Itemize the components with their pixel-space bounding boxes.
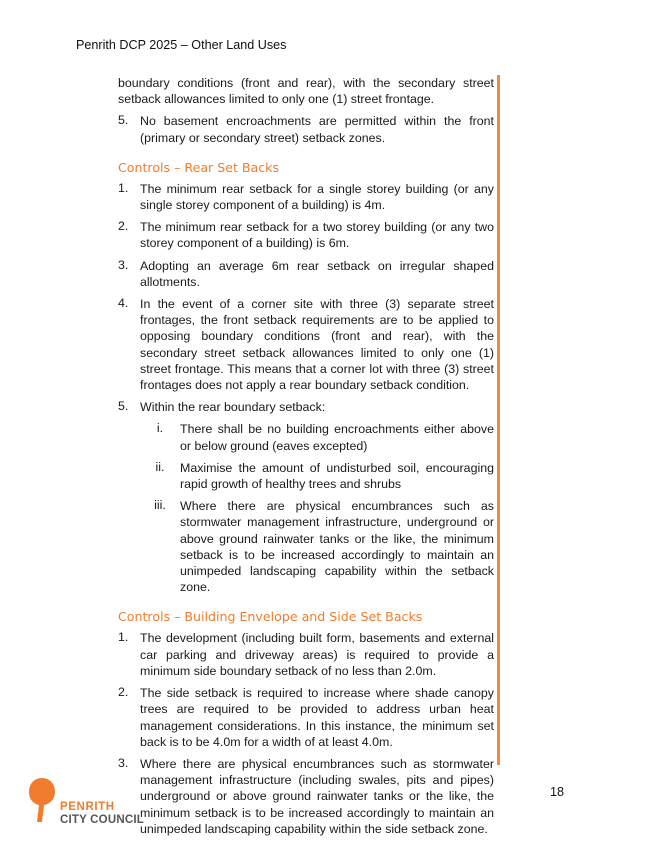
logo-mark-icon — [28, 777, 56, 823]
item-text: Adopting an average 6m rear setback on irregular shaped allotments. — [140, 258, 494, 289]
list-item — [118, 399, 494, 415]
penrith-council-logo — [28, 777, 144, 827]
item-number: 4. — [118, 296, 129, 311]
list-item — [118, 296, 494, 393]
page-number: 18 — [550, 785, 565, 799]
item-text: Where there are physical encumbrances such as stormwater management infrastructure (including swales, pits and pipes) underground or above ground rainwater tanks or the like, the minimum setback is to be increased accordingly to maintain an unimpeded landscaping capability within the side setback zone. — [140, 756, 494, 836]
sub-list-item — [118, 421, 494, 453]
sub-item-text: There shall be no building encroachments either above or below ground (eaves excepted) — [180, 422, 494, 453]
sub-item-number: ii. — [155, 459, 165, 474]
list-item — [118, 756, 494, 837]
page-header: Penrith DCP 2025 – Other Land Uses — [76, 38, 287, 52]
item-text: The development (including built form, basements and external car parking and driveway areas) is required to provide a minimum side boundary setback of no less than 2.0m. — [140, 631, 494, 678]
sub-item-text: Where there are physical encumbrances such as stormwater management infrastructure, underground or above ground rainwater tanks or the like, the minimum setback is to be increased accordingly to maintain an unimpeded landscaping capability within the setback zone. — [180, 499, 494, 595]
item-number: 3. — [118, 257, 129, 272]
sub-list-item — [118, 498, 494, 595]
document-body — [118, 75, 494, 837]
list-item — [118, 258, 494, 290]
sub-item-number: iii. — [154, 498, 166, 513]
sub-item-text: Maximise the amount of undisturbed soil, encouraging rapid growth of healthy trees and shrubs — [180, 460, 494, 492]
logo-line1: PENRITH — [60, 801, 115, 813]
list-item — [118, 630, 494, 679]
item-text: The minimum rear setback for a single storey building (or any single storey component of a building) is 4m. — [140, 181, 494, 213]
item-text: The minimum rear setback for a two storey building (or any two storey component of a building) is 6m. — [140, 220, 494, 251]
item-number: 5. — [118, 399, 129, 414]
list-item — [118, 113, 494, 145]
list-item — [118, 219, 494, 251]
item-number: 1. — [118, 180, 129, 195]
sub-item-number: i. — [156, 421, 164, 436]
item-text: Within the rear boundary setback: — [140, 400, 326, 415]
item-number: 2. — [118, 219, 129, 234]
sub-list-item — [118, 460, 494, 492]
list-item — [118, 685, 494, 750]
section-heading-rear-setbacks: Controls – Rear Set Backs — [118, 159, 280, 175]
item-number: 3. — [118, 755, 129, 770]
list-item — [118, 181, 494, 213]
continuation-text: boundary conditions (front and rear), with the secondary street setback allowances limited to only one (1) street frontage. — [118, 76, 494, 107]
item-number: 1. — [118, 630, 129, 645]
orange-margin-rule — [497, 75, 500, 765]
item-text: The side setback is required to increase where shade canopy trees are required to be provided to address urban heat management considerations. In this instance, the minimum set back is to be 4.0m for a width of at least 4.0m. — [140, 686, 494, 749]
item-number: 5. — [118, 113, 129, 128]
item-number: 2. — [118, 685, 129, 700]
section-heading-building-envelope: Controls – Building Envelope and Side Set Backs — [118, 609, 423, 625]
logo-line2: CITY COUNCIL — [60, 814, 144, 826]
item-text: In the event of a corner site with three (3) separate street frontages, the front setback requirements are to be applied to opposing boundary conditions (front and rear), with the secondary street setback allowances limited to only one (1) street frontage. This means that a corner lot with three (3) street frontages does not apply a rear boundary setback condition. — [140, 297, 494, 393]
item-text: No basement encroachments are permitted within the front (primary or secondary street) setback zones. — [140, 114, 494, 145]
